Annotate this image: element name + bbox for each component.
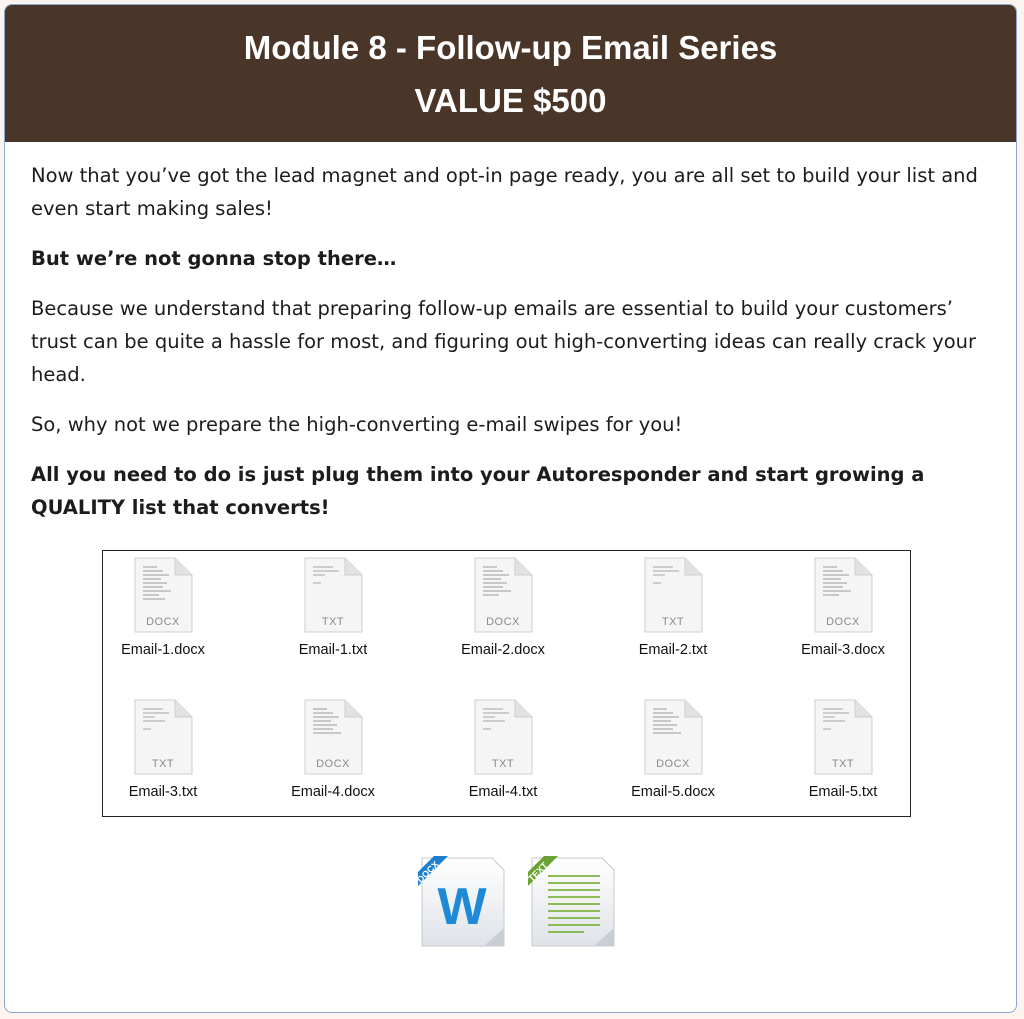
file-item[interactable] — [88, 557, 238, 658]
text-document-icon — [524, 852, 616, 950]
file-ext: TXT — [151, 758, 175, 770]
file-name: Email-1.docx — [121, 642, 205, 658]
file-ext: DOCX — [486, 616, 520, 628]
file-listing — [102, 550, 911, 817]
file-ext: DOCX — [316, 758, 350, 770]
paragraph-offer: So, why not we prepare the high-converting e-mail swipes for you! — [31, 413, 683, 436]
word-document-icon — [414, 852, 506, 950]
docx-file-icon — [473, 557, 533, 633]
text-ribbon-label: TEXT — [526, 860, 550, 884]
module-description — [5, 142, 1016, 524]
docx-file-icon — [133, 557, 193, 633]
paragraph-intro: Now that you’ve got the lead magnet and opt-in page ready, you are all set to build your list and even start making sales! — [31, 164, 978, 220]
txt-file-icon — [473, 699, 533, 775]
txt-file-icon — [133, 699, 193, 775]
file-name: Email-3.txt — [128, 784, 198, 800]
docx-ribbon-label: DOCX — [415, 859, 441, 885]
file-item[interactable] — [598, 699, 748, 800]
file-ext: TXT — [661, 616, 685, 628]
file-format-icons — [412, 852, 612, 952]
file-item[interactable] — [258, 699, 408, 800]
paragraph-cta: All you need to do is just plug them into your Autoresponder and start growing a QUALITY list that converts! — [31, 463, 925, 519]
file-ext: DOCX — [146, 616, 180, 628]
file-ext: DOCX — [656, 758, 690, 770]
word-letter: W — [437, 878, 487, 936]
docx-file-icon — [813, 557, 873, 633]
module-value: VALUE $500 — [414, 82, 607, 119]
paragraph-hook: But we’re not gonna stop there… — [31, 247, 397, 270]
file-name: Email-4.txt — [468, 784, 538, 800]
paragraph-reason: Because we understand that preparing follow-up emails are essential to build your customers’ trust can be quite a hassle for most, and figuring out high-converting ideas can really crack your head. — [31, 297, 977, 386]
file-item[interactable] — [428, 699, 578, 800]
file-name: Email-5.docx — [631, 784, 715, 800]
file-name: Email-5.txt — [808, 784, 878, 800]
file-item[interactable] — [258, 557, 408, 658]
docx-file-icon — [643, 699, 703, 775]
file-name: Email-4.docx — [291, 784, 375, 800]
file-item[interactable] — [768, 557, 918, 658]
file-ext: TXT — [491, 758, 515, 770]
file-ext: TXT — [321, 616, 345, 628]
docx-file-icon — [303, 699, 363, 775]
file-item[interactable] — [598, 557, 748, 658]
file-name: Email-2.docx — [461, 642, 545, 658]
file-ext: TXT — [831, 758, 855, 770]
module-title: Module 8 - Follow-up Email Series — [243, 29, 778, 66]
txt-file-icon — [303, 557, 363, 633]
txt-file-icon — [643, 557, 703, 633]
file-name: Email-3.docx — [801, 642, 885, 658]
file-ext: DOCX — [826, 616, 860, 628]
file-name: Email-2.txt — [638, 642, 708, 658]
module-header — [5, 5, 1016, 142]
file-item[interactable] — [88, 699, 238, 800]
file-item[interactable] — [428, 557, 578, 658]
txt-file-icon — [813, 699, 873, 775]
file-item[interactable] — [768, 699, 918, 800]
file-name: Email-1.txt — [298, 642, 368, 658]
